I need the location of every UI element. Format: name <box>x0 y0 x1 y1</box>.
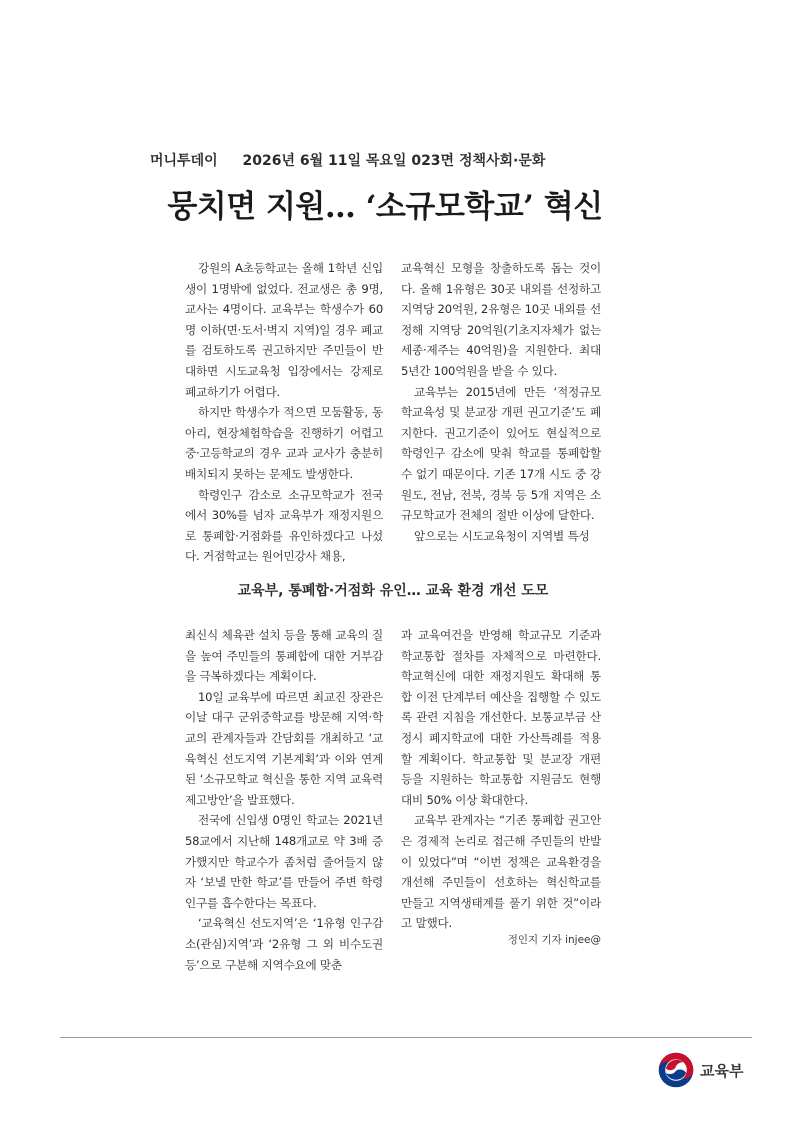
article-column-4 <box>401 625 601 934</box>
ministry-name: 교육부 <box>700 1061 744 1080</box>
paragraph: 10일 교육부에 따르면 최교진 장관은 이날 대구 군위중학교를 방문해 지역·학교의 관계자들과 간담회를 개최하고 ‘교육혁신 선도지역 기본계획’과 이와 연계된 ‘소규모학교 혁신을 통한 지역 교육력 제고방안’을 발표했다. <box>185 689 383 807</box>
paragraph: 학령인구 감소로 소규모학교가 전국에서 30%를 넘자 교육부가 재정지원으로 통폐합·거점화를 유인하겠다고 나섰다. 거점학교는 원어민강사 채용, <box>185 487 383 564</box>
article-column-2 <box>401 258 601 546</box>
article-headline: 뭉치면 지원… ‘소규모학교’ 혁신 <box>167 189 603 225</box>
paragraph: 교육혁신 모형을 창출하도록 돕는 것이다. 올해 1유형은 30곳 내외를 선정하고 지역당 20억원, 2유형은 10곳 내외를 선정해 지역당 20억원(기초지자체가 없는 세종·제주는 40억원)을 지원한다. 최대 5년간 100억원을 받을 수 있다. <box>401 261 601 378</box>
paragraph: 최신식 체육관 설치 등을 통해 교육의 질을 높여 주민들의 통폐합에 대한 거부감을 극복하겠다는 계획이다. <box>185 628 383 684</box>
reporter-byline: 정인지 기자 injee@ <box>507 934 601 946</box>
article-column-1 <box>185 258 383 567</box>
paragraph: 과 교육여건을 반영해 학교규모 기준과 학교통합 절차를 자체적으로 마련한다. 학교혁신에 대한 재정지원도 확대해 통합 이전 단계부터 예산을 집행할 수 있도록 관련 지침을 개선한다. 보통교부금 산정시 폐지학교에 대한 가산특례를 적용할 계획이다. 학교통합 및 분교장 개편 등을 지원하는 학교통합 지원금도 현행 대비 50% 이상 확대한다. <box>401 628 601 807</box>
paragraph: 교육부 관계자는 “기존 통폐합 권고안은 경제적 논리로 접근해 주민들의 반발이 있었다”며 “이번 정책은 교육환경을 개선해 주민들이 선호하는 혁신학교를 만들고 지역생태계를 풀기 위한 것”이라고 말했다. <box>401 813 601 931</box>
article-subhead: 교육부, 통폐합·거점화 유인… 교육 환경 개선 도모 <box>237 583 549 599</box>
ministry-logo <box>658 1052 743 1088</box>
paragraph: 앞으로는 시도교육청이 지역별 특성 <box>414 528 590 543</box>
paragraph: 교육부는 2015년에 만든 ‘적정규모 학교육성 및 분교장 개편 권고기준’도 폐지한다. 권고기준이 있어도 현실적으로 학령인구 감소에 맞춰 학교를 통폐합할 수 없기 때문이다. 기존 17개 시도 중 강원도, 전남, 전북, 경북 등 5개 지역은 소규모학교가 전체의 절반 이상에 달한다. <box>401 384 601 523</box>
newspaper-name: 머니투데이 <box>150 153 218 169</box>
masthead <box>150 150 630 170</box>
paragraph: ‘교육혁신 선도지역’은 ‘1유형 인구감소(관심)지역’과 ‘2유형 그 외 비수도권 등’으로 구분해 지역수요에 맞춘 <box>185 916 383 972</box>
dateline: 2026년 6월 11일 목요일 023면 정책사회·문화 <box>242 153 546 169</box>
paragraph: 전국에 신입생 0명인 학교는 2021년 58교에서 지난해 148개교로 약 3배 증가했지만 학교수가 좀처럼 줄어들지 않자 ‘보낼 만한 학교’를 만들어 주변 학령인구를 흡수한다는 목표다. <box>185 813 383 910</box>
footer-divider <box>60 1037 752 1038</box>
paragraph: 강원의 A초등학교는 올해 1학년 신입생이 1명밖에 없었다. 전교생은 총 9명, 교사는 4명이다. 교육부는 학생수가 60명 이하(면·도서·벽지 지역)일 경우 폐교를 검토하도록 권고하지만 주민들이 반대하면 시도교육청 입장에서는 강제로 폐교하기가 어렵다. <box>185 261 383 399</box>
paragraph: 하지만 학생수가 적으면 모둠활동, 동아리, 현장체험학습을 진행하기 어렵고 중·고등학교의 경우 교과 교사가 충분히 배치되지 못하는 문제도 발생한다. <box>185 405 383 481</box>
article-column-3 <box>185 625 383 975</box>
taegeuk-emblem-icon <box>658 1052 694 1088</box>
